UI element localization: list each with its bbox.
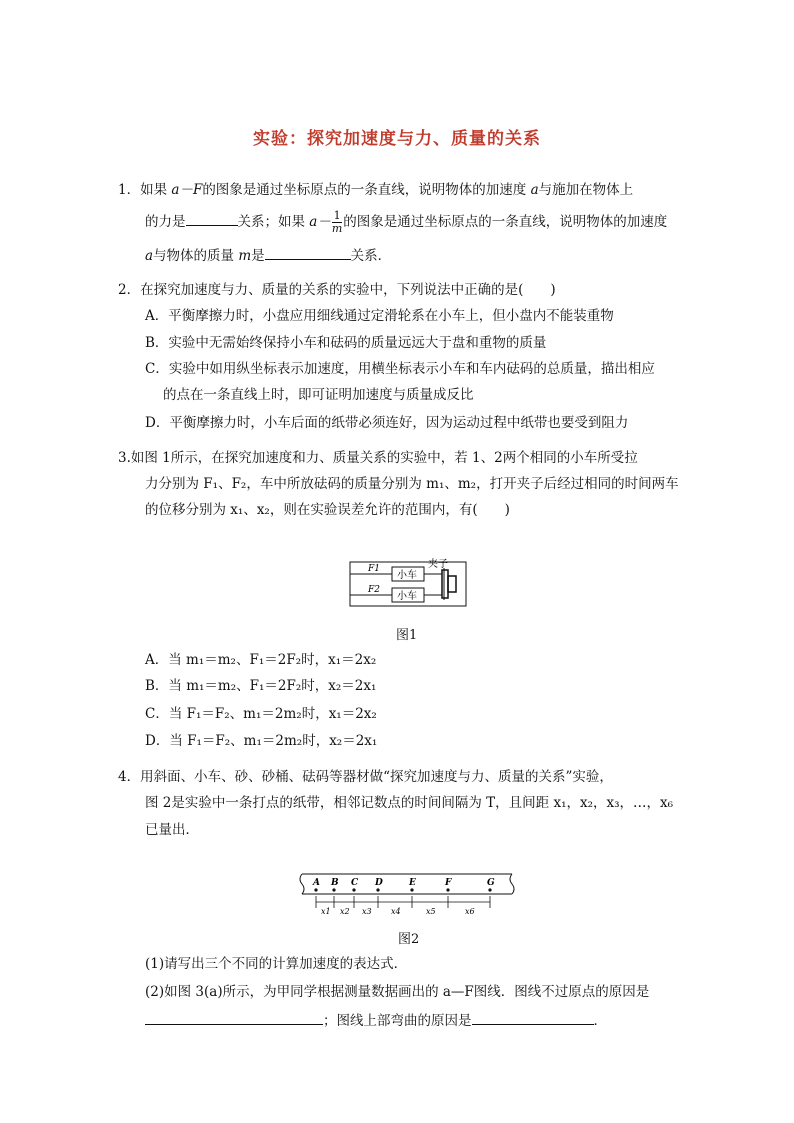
- figure-2-caption: 图2: [398, 932, 420, 947]
- tape-point-label-g: G: [487, 878, 495, 888]
- q3-line1: 3.如图 1所示，在探究加速度和力、质量关系的实验中，若 1、2两个相同的小车所受拉: [118, 450, 638, 466]
- q4-line2: 图 2是实验中一条打点的纸带，相邻记数点的时间间隔为 T，且间距 x₁，x₂，x₃，…，x₆: [145, 795, 674, 811]
- tape-right-edge: [510, 874, 514, 894]
- tape-dot-c: [352, 888, 355, 891]
- q2-stem: 2．在探究加速度与力、质量的关系的实验中，下列说法中正确的是( ): [118, 282, 556, 298]
- q2-option-c-line2: 的点在一条直线上时，即可证明加速度与质量成反比: [163, 387, 474, 403]
- q3-option-d: D．当 F₁＝F₂、m₁＝2m₂时，x₂＝2x₁: [145, 733, 378, 749]
- q1-text: 的图象是通过坐标原点的一条直线，说明物体的加速度: [202, 182, 531, 198]
- q4-text: ．: [593, 1013, 607, 1029]
- tape-segments: [316, 902, 490, 916]
- q1-formula: a－F: [171, 182, 203, 198]
- tape-dot-g: [488, 888, 491, 891]
- q2-option-c-line1: C．实验中如用纵坐标表示加速度，用横坐标表示小车和车内砝码的总质量，描出相应: [145, 361, 655, 377]
- segment-label-x2: x2: [340, 907, 350, 916]
- segment-label-x5: x5: [426, 907, 436, 916]
- tape-left-edge: [300, 874, 304, 894]
- q1-text: 关系．: [350, 248, 392, 264]
- q4-line1: 4．用斜面、小车、砂、砂桶、砝码等器材做“探究加速度与力、质量的关系”实验，: [118, 769, 613, 785]
- tape-dot-a: [314, 888, 317, 891]
- segment-label-x6: x6: [465, 907, 475, 916]
- answer-blank[interactable]: [265, 245, 351, 260]
- segment-label-x1: x1: [321, 907, 331, 916]
- tape-point-label-f: F: [445, 878, 452, 888]
- clip-jaw: [448, 576, 456, 592]
- q3-option-a: A．当 m₁＝m₂、F₁＝2F₂时，x₁＝2x₂: [145, 652, 377, 668]
- q1-text: 的图象是通过坐标原点的一条直线，说明物体的加速度: [343, 214, 668, 230]
- q1-line2: [145, 210, 667, 235]
- q1-number: 1．: [118, 182, 141, 198]
- q1-var: a: [145, 248, 154, 264]
- q3-option-b: B．当 m₁＝m₂、F₁＝2F₂时，x₂＝2x₁: [145, 678, 377, 694]
- q3-option-c: C．当 F₁＝F₂、m₁＝2m₂时，x₁＝2x₂: [145, 706, 377, 722]
- q1-var: m: [238, 248, 252, 264]
- fraction-numerator: 1: [333, 209, 341, 222]
- answer-blank[interactable]: [472, 1010, 594, 1025]
- tape-point-label-d: D: [375, 878, 383, 888]
- segment-label-x3: x3: [362, 907, 372, 916]
- tape-point-label-e: E: [409, 878, 416, 888]
- q1-text: 与施加在物体上: [538, 182, 634, 198]
- q3-line2: 力分别为 F₁、F₂，车中所放砝码的质量分别为 m₁、m₂，打开夹子后经过相同的时间两车: [145, 476, 679, 492]
- clip-body: [442, 570, 448, 598]
- figure-2-paper-tape: [298, 868, 518, 922]
- answer-blank[interactable]: [186, 211, 238, 226]
- tape-dot-f: [446, 888, 449, 891]
- tape-point-label-a: A: [313, 878, 320, 888]
- cart-2-label: 小车: [397, 591, 417, 602]
- q4-part1: (1)请写出三个不同的计算加速度的表达式．: [145, 956, 408, 972]
- label-f1: F1: [368, 564, 380, 574]
- q2-option-a: A．平衡摩擦力时，小盘应用细线通过定滑轮系在小车上，但小盘内不能装重物: [145, 308, 614, 324]
- q4-text: ；图线上部弯曲的原因是: [323, 1013, 472, 1029]
- tape-points: [312, 878, 495, 908]
- fraction-one-over-m: [332, 210, 342, 235]
- q2-option-b: B．实验中无需始终保持小车和砝码的质量远远大于盘和重物的质量: [145, 335, 547, 351]
- q1-formula: a－: [309, 214, 331, 230]
- figure-1-two-carts: [348, 558, 470, 610]
- label-f2: F2: [368, 585, 380, 595]
- clip-label: 夹子: [428, 559, 448, 570]
- q1-line1: [118, 180, 633, 200]
- q1-text: 如果: [140, 182, 172, 198]
- tape-point-label-b: B: [331, 878, 339, 888]
- q1-line3: [145, 245, 391, 266]
- q1-text: 与物体的质量: [153, 248, 239, 264]
- figure-1-caption: 图1: [396, 628, 418, 643]
- q1-text: 的力是: [145, 214, 186, 230]
- fraction-denominator: m: [331, 222, 343, 235]
- q4-part3: [145, 1010, 607, 1031]
- q3-line3: 的位移分别为 x₁、x₂，则在实验误差允许的范围内，有( ): [145, 502, 510, 518]
- q1-text: 关系；如果: [237, 214, 310, 230]
- q1-text: 是: [251, 248, 265, 264]
- segment-label-x4: x4: [391, 907, 401, 916]
- tape-dot-d: [376, 888, 379, 891]
- answer-blank[interactable]: [145, 1010, 323, 1025]
- page-title: 实验：探究加速度与力、质量的关系: [253, 129, 541, 149]
- q4-line3: 已量出．: [145, 822, 199, 838]
- cart-1-label: 小车: [397, 570, 417, 581]
- tape-dot-b: [332, 888, 335, 891]
- q4-part2: (2)如图 3(a)所示，为甲同学根据测量数据画出的 a—F图线．图线不过原点的原因是: [145, 984, 650, 1000]
- tape-dot-e: [410, 888, 413, 891]
- tape-point-label-c: C: [351, 878, 359, 888]
- q2-option-d: D．平衡摩擦力时，小车后面的纸带必须连好，因为运动过程中纸带也要受到阻力: [145, 415, 629, 431]
- q1-var: a: [530, 182, 539, 198]
